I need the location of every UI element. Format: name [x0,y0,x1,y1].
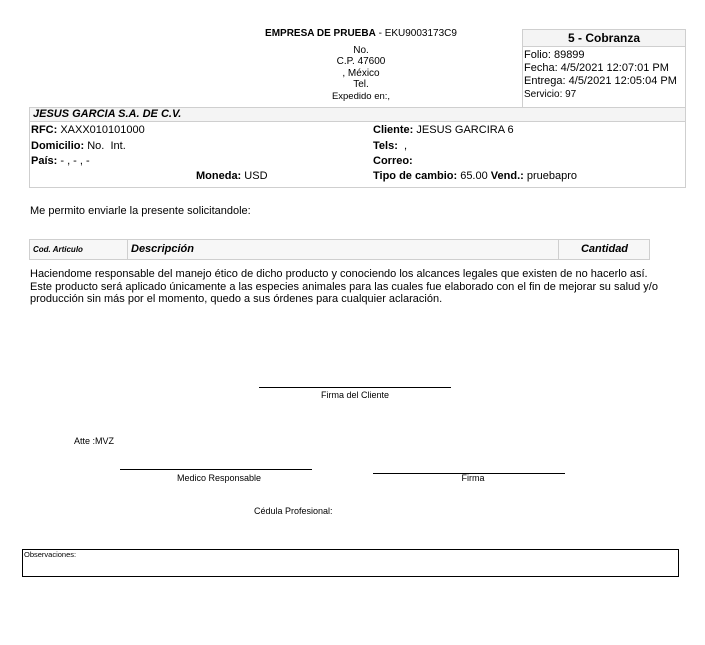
entrega: Entrega: 4/5/2021 12:05:04 PM [524,75,677,87]
folio: Folio: 89899 [524,49,585,61]
pais-value: - , - , - [57,155,90,167]
address-line-4: Tel. [353,79,369,90]
observaciones-box [22,549,679,577]
vend-label: Vend.: [490,170,524,182]
col-descripcion: Descripción [127,240,561,259]
moneda-value: USD [241,170,268,182]
tels-value: , [397,140,408,152]
rfc-value: XAXX010101000 [57,124,145,136]
domicilio-label: Domicilio: [31,140,85,152]
address-line-3: , México [342,67,380,79]
responsibility-paragraph: Haciendome responsable del manejo ético de dicho producto y conociendo los alcances legales que existen de no hacerlo así. Este producto será aplicado únicamente a las especies animales para las cuales fue elaborado con el fin de mejorar su salud y/o producción sin más por el momento, quedo a sus órdenes para cualquier aclaración. [30,268,658,305]
client-rfc [31,124,145,136]
tipo-value: 65.00 [457,170,491,182]
client-moneda [196,170,268,182]
intro-text: Me permito enviarle la presente solicitandole: [30,205,251,217]
document-title: 5 - Cobranza [523,30,685,47]
client-name: JESUS GARCIA S.A. DE C.V. [30,108,685,122]
medico-signature-line [120,469,312,470]
items-table-header [29,239,650,260]
client-domicilio [31,140,126,152]
cedula-label: Cédula Profesional: [254,506,333,516]
col-cod-articulo: Cod. Articulo [33,245,83,254]
address-line-2: C.P. 47600 [336,56,386,67]
document-info-box [522,29,686,107]
medico-signature-label: Medico Responsable [176,473,262,483]
client-box [29,107,686,188]
client-signature-line [259,387,451,388]
client-correo [373,155,413,167]
correo-label: Correo: [373,155,413,167]
atte-label: Atte :MVZ [74,436,115,446]
moneda-label: Moneda: [196,170,242,182]
client-tipo-cambio [373,170,577,182]
cliente-label: Cliente: [373,124,414,136]
company-line [230,28,492,40]
company-header [230,28,492,102]
servicio: Servicio: 97 [524,89,577,100]
client-cliente [373,124,514,136]
firma-signature-label: Firma [461,473,485,483]
company-rfc: EKU9003173C9 [384,28,457,39]
pais-label: País: [31,155,58,167]
tipo-label: Tipo de cambio: [373,170,458,182]
col-cantidad: Cantidad [558,240,650,259]
fecha: Fecha: 4/5/2021 12:07:01 PM [524,62,669,74]
rfc-label: RFC: [31,124,58,136]
rfc-separator: - [375,28,385,39]
client-pais [31,155,90,167]
client-signature-label: Firma del Cliente [320,390,390,400]
client-tels [373,140,407,152]
tels-label: Tels: [373,140,398,152]
vend-value: pruebapro [523,170,578,182]
address-line-5: Expedido en:, [331,90,391,102]
domicilio-value: No. Int. [84,140,126,152]
cliente-value: JESUS GARCIRA 6 [413,124,514,136]
address-line-1: No. [353,44,369,56]
observaciones-label: Observaciones: [24,550,77,559]
company-name: EMPRESA DE PRUEBA [265,28,376,39]
